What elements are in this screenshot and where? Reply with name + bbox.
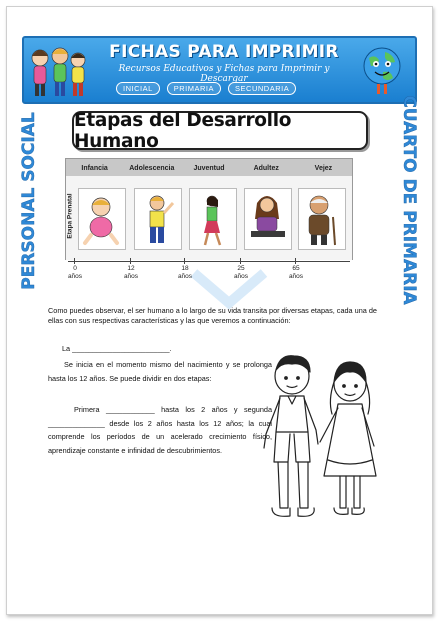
grade-label bbox=[394, 95, 424, 305]
axis-tick-label: 12 años bbox=[123, 265, 139, 280]
level-links bbox=[116, 82, 296, 95]
grade-label-text: CUARTO DE PRIMARIA bbox=[399, 95, 419, 305]
level-link-secundaria[interactable]: SECUNDARIA bbox=[228, 82, 296, 95]
old-age-figure bbox=[298, 188, 346, 250]
age-axis bbox=[68, 261, 350, 262]
stage-label-juventud: Juventud bbox=[193, 164, 225, 172]
youth-figure bbox=[189, 188, 237, 250]
stage-label-adultez: Adultez bbox=[253, 164, 279, 172]
level-link-inicial[interactable]: INICIAL bbox=[116, 82, 160, 95]
adulthood-figure bbox=[244, 188, 292, 250]
stage-label-infancia: Infancia bbox=[81, 164, 108, 172]
worksheet-title-box bbox=[72, 111, 368, 150]
intro-paragraph: Como puedes observar, el ser humano a lo largo de su vida transita por diversas etapas, cada una de ellas con sus respectivas características y las que veremos a continuación: bbox=[48, 306, 377, 325]
axis-tick-label: 0 años bbox=[67, 265, 83, 280]
paragraph-infancy-stages: Primera ____________ hasta los 2 años y segunda ______________ desde los 2 años hasta los 12 años; la cual comprende los períodos de un acelerado crecimiento físico, aprendizaje constante e infinidad de descubrimientos. bbox=[48, 405, 272, 455]
stage-label-adolescencia: Adolescencia bbox=[129, 164, 175, 172]
worksheet-title: Etapas del Desarrollo Humano bbox=[74, 109, 292, 152]
fill-in-heading: La ________________________. bbox=[62, 344, 172, 353]
axis-tick bbox=[295, 258, 296, 264]
adolescence-figure bbox=[134, 188, 182, 250]
subject-label-text: PERSONAL SOCIAL bbox=[19, 111, 39, 290]
axis-tick bbox=[74, 258, 75, 264]
axis-tick-label: 25 años bbox=[233, 265, 249, 280]
children-illustration bbox=[26, 42, 92, 98]
axis-tick-label: 65 años bbox=[288, 265, 304, 280]
stages-header bbox=[65, 158, 353, 178]
subject-label bbox=[14, 108, 44, 293]
banner-title: FICHAS PARA IMPRIMIR bbox=[109, 42, 339, 62]
axis-tick bbox=[130, 258, 131, 264]
header-banner bbox=[22, 36, 417, 104]
children-line-drawing bbox=[258, 350, 383, 532]
stage-label-vejez: Vejez bbox=[314, 164, 333, 172]
banner-subtitle: Recursos Educativos y Fichas para Imprimir y Descargar bbox=[118, 64, 330, 84]
axis-tick-label: 18 años bbox=[177, 265, 193, 280]
prenatal-label-text: Etapa Prenatal bbox=[66, 193, 74, 239]
infancy-figure bbox=[78, 188, 126, 250]
globe-mascot-icon bbox=[353, 42, 411, 98]
paragraph-infancy-intro: Se inicia en el momento mismo del nacimiento y se prolonga hasta los 12 años. Se puede dividir en dos etapas: bbox=[48, 360, 272, 383]
level-link-primaria[interactable]: PRIMARIA bbox=[167, 82, 221, 95]
